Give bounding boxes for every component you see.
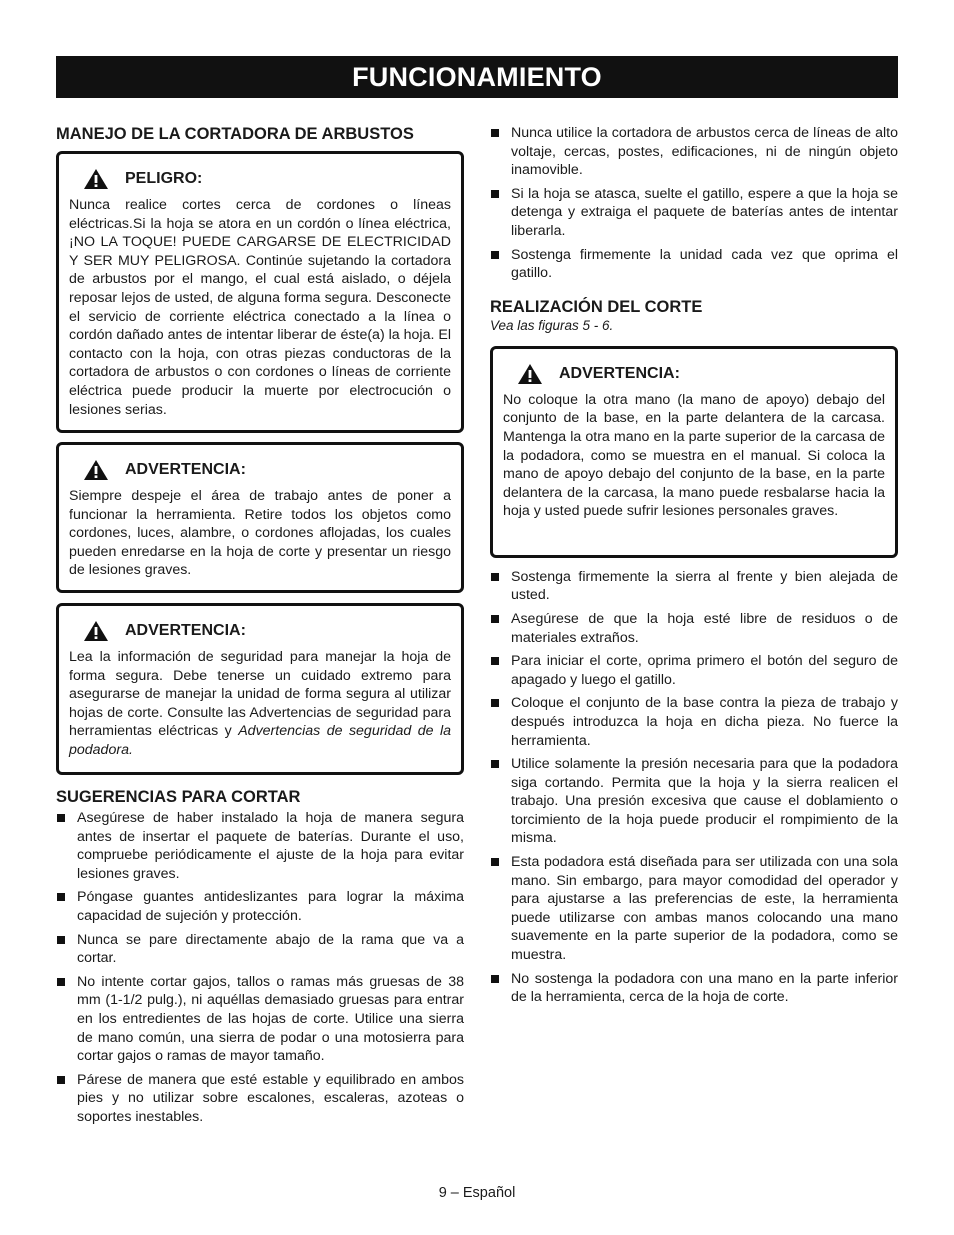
warning-triangle-icon: [83, 168, 109, 190]
warning-title-2: ADVERTENCIA:: [125, 622, 246, 639]
list-item: Para iniciar el corte, oprima primero el botón del seguro de apagado y luego el gatillo.: [490, 652, 898, 689]
figure-reference: Vea las figuras 5 - 6.: [490, 317, 614, 333]
danger-text: Nunca realice cortes cerca de cordones o líneas eléctricas.Si la hoja se atora en un cordón o línea eléctrica, ¡NO LA TOQUE! PUEDE CARGARSE DE ELECTRICIDAD Y SER MUY PELIGROSA. Continúe sujetando la cortadora de arbustos por el mango, el cual está aislado, o déjela reposar lejos de usted, de alguna forma segura. Desconecte el servicio de corriente eléctrica conectado a la línea o cordón dañado antes de intentar liberar de éste(a) la hoja. El contacto con la hoja, con otras piezas conductoras de la cortadora de arbustos o con cordones o líneas de corriente eléctrica puede producir la muerte por electrocución o lesiones serias.: [69, 197, 451, 418]
list-item: Asegúrese de haber instalado la hoja de manera segura antes de insertar el paquete de baterías. Durante el uso, compruebe periódicamente el ajuste de la hoja para evitar lesiones graves.: [56, 809, 464, 883]
bullet-square-icon: [491, 657, 499, 665]
bullet-square-icon: [57, 978, 65, 986]
list-item: Póngase guantes antideslizantes para lograr la máxima capacidad de sujeción y protección.: [56, 888, 464, 925]
warning-triangle-icon: [83, 459, 109, 481]
list-item: No intente cortar gajos, tallos o ramas más gruesas de 38 mm (1-1/2 pulg.), ni aquéllas demasiado gruesas para entrar en los entredientes de las hojas de corte. Utilice una sierra de mano común, una sierra de podar o una motosierra para cortar gajos o ramas de mayor tamaño.: [56, 973, 464, 1066]
bullet-square-icon: [57, 893, 65, 901]
list-item: Si la hoja se atasca, suelte el gatillo, espere a que la hoja se detenga y extraiga el paquete de baterías antes de intentar liberarla.: [490, 185, 898, 241]
list-item: Sostenga firmemente la sierra al frente y bien alejada de usted.: [490, 568, 898, 605]
tips-list: [56, 809, 464, 1127]
right-column: [490, 124, 898, 1012]
danger-title: PELIGRO:: [125, 170, 203, 187]
list-item: No sostenga la podadora con una mano en la parte inferior de la herramienta, cerca de la hoja de corte.: [490, 970, 898, 1007]
left-column: [56, 124, 464, 1132]
section-banner: FUNCIONAMIENTO: [56, 56, 898, 98]
list-item: Coloque el conjunto de la base contra la pieza de trabajo y después introduzca la hoja en dicha pieza. No fuerce la herramienta.: [490, 694, 898, 750]
list-item: Nunca se pare directamente abajo de la rama que va a cortar.: [56, 931, 464, 968]
bullet-square-icon: [491, 858, 499, 866]
warning-box-1: [56, 442, 464, 593]
warning-triangle-icon: [83, 620, 109, 642]
page-number: 9 – Español: [438, 1185, 516, 1201]
warning-text-3: No coloque la otra mano (la mano de apoyo) debajo del conjunto de la base, en la parte delantera de la carcasa. Mantenga la otra mano en la parte superior de la carcasa de la podadora, como se muestra en el manual. Si coloca la mano de apoyo debajo del conjunto de la base, en la parte delantera de la carcasa, la mano puede resbalarse hacia la hoja y usted puede sufrir lesiones personales graves.: [503, 391, 885, 520]
heading-realizacion: REALIZACIÓN DEL CORTE: [490, 297, 703, 316]
warning-text-2-main: Lea la información de seguridad para manejar la hoja de forma segura. Debe tenerse un cuidado extremo para asegurarse de manejar la unidad de forma segura al utilizar hojas de corte. Consulte las Advertencias de seguridad para herramientas eléctricas y: [69, 649, 451, 740]
bullet-square-icon: [491, 760, 499, 768]
list-item: Asegúrese de que la hoja esté libre de residuos o de materiales extraños.: [490, 610, 898, 647]
cutting-list: [490, 568, 898, 1007]
warning-title-1: ADVERTENCIA:: [125, 461, 246, 478]
bullet-square-icon: [57, 936, 65, 944]
warning-box-2: [56, 603, 464, 775]
bullet-square-icon: [491, 129, 499, 137]
bullet-square-icon: [57, 1076, 65, 1084]
heading-manejo: MANEJO DE LA CORTADORA DE ARBUSTOS: [56, 125, 414, 143]
list-item: Párese de manera que esté estable y equilibrado en ambos pies y no utilizar sobre escalones, escaleras, azoteas o soportes inestables.: [56, 1071, 464, 1127]
list-item: Utilice solamente la presión necesaria para que la podadora siga cortando. Permita que la hoja y la sierra realicen el trabajo. Una presión excesiva que cause el doblamiento o torcimiento de la hoja puede producir el rompimiento de la misma.: [490, 755, 898, 848]
heading-sugerencias: SUGERENCIAS PARA CORTAR: [56, 788, 301, 806]
list-item: Nunca utilice la cortadora de arbustos cerca de líneas de alto voltaje, cercas, postes, edificaciones, ni de ningún objeto inamovible.: [490, 124, 898, 180]
bullet-square-icon: [491, 573, 499, 581]
bullet-square-icon: [491, 699, 499, 707]
warning-triangle-icon: [517, 363, 543, 385]
warning-text-2: [69, 648, 451, 760]
bullet-square-icon: [57, 814, 65, 822]
bullet-square-icon: [491, 190, 499, 198]
list-item: Esta podadora está diseñada para ser utilizada con una sola mano. Sin embargo, para mayor comodidad del operador y para ajustarse a las preferencias de este, la herramienta puede utilizarse con ambas manos colocando una mano suavemente en la parte superior de la podadora, como se muestra.: [490, 853, 898, 965]
warning-text-2-italic: Advertencias de seguridad de la podadora.: [69, 723, 452, 758]
danger-box: [56, 151, 464, 433]
safety-list: [490, 124, 898, 283]
warning-box-3: [490, 346, 898, 558]
bullet-square-icon: [491, 251, 499, 259]
warning-text-1: Siempre despeje el área de trabajo antes de poner a funcionar la herramienta. Retire todos los objetos como cordones, luces, alambre, o cordones aflojadas, los cuales pueden enredarse en la hoja de corte y presentar un riesgo de lesiones graves.: [69, 488, 451, 579]
bullet-square-icon: [491, 615, 499, 623]
bullet-square-icon: [491, 975, 499, 983]
warning-title-3: ADVERTENCIA:: [559, 364, 680, 382]
list-item: Sostenga firmemente la unidad cada vez que oprima el gatillo.: [490, 246, 898, 283]
